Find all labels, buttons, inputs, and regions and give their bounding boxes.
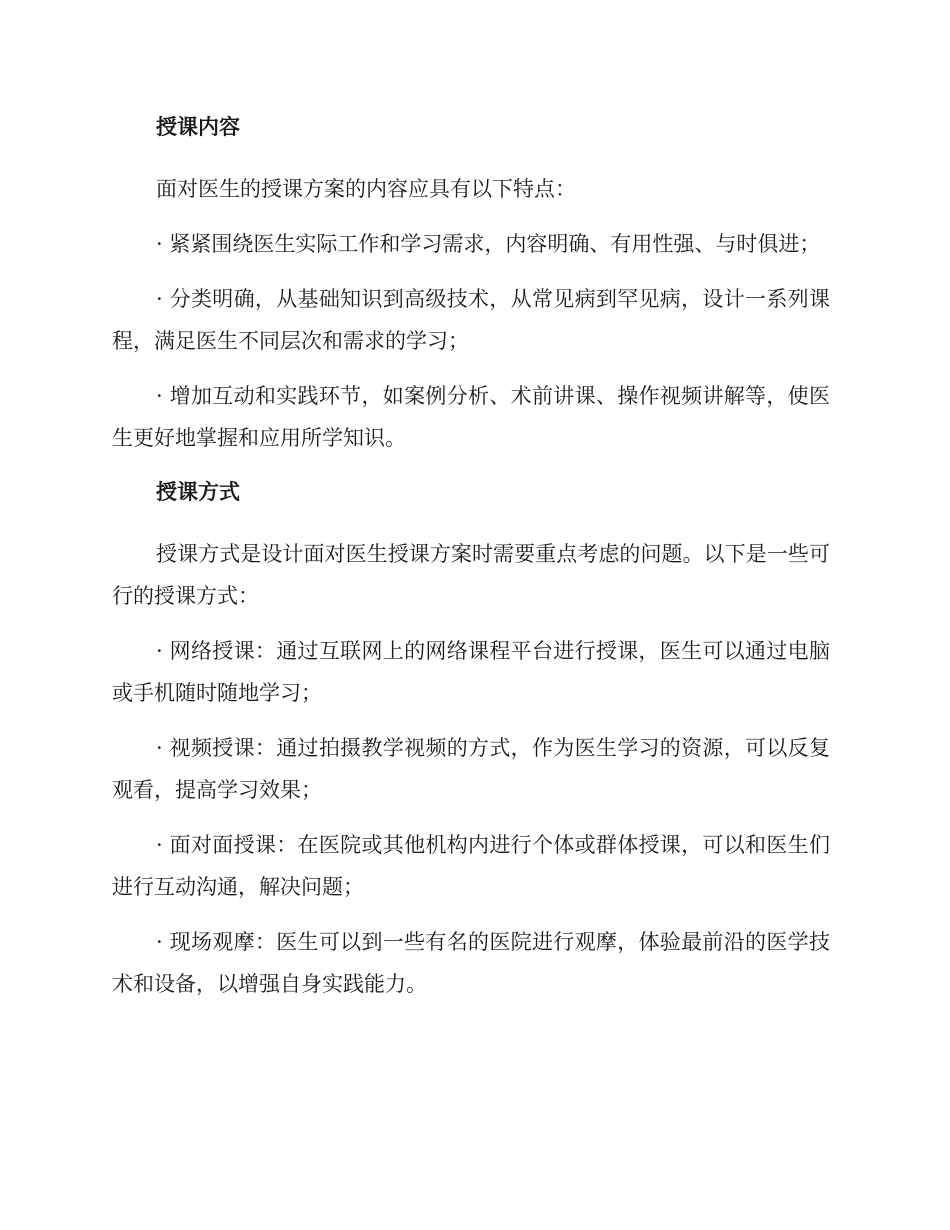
bullet-item: · 紧紧围绕医生实际工作和学习需求，内容明确、有用性强、与时俱进； [156, 232, 821, 256]
bullet-item: · 网络授课：通过互联网上的网络课程平台进行授课，医生可以通过电脑或手机随时随地学习； [112, 639, 830, 705]
section-intro-course-content: 面对医生的授课方案的内容应具有以下特点： [156, 177, 576, 201]
bullet-item: · 分类明确，从基础知识到高级技术，从常见病到罕见病，设计一系列课程，满足医生不同层次和需求的学习； [112, 287, 830, 353]
section-heading-teaching-methods: 授课方式 [156, 479, 240, 504]
section-intro-teaching-methods: 授课方式是设计面对医生授课方案时需要重点考虑的问题。以下是一些可行的授课方式： [112, 542, 830, 608]
bullet-item: · 现场观摩：医生可以到一些有名的医院进行观摩，体验最前沿的医学技术和设备，以增强自身实践能力。 [112, 930, 830, 996]
bullet-item: · 视频授课：通过拍摄教学视频的方式，作为医生学习的资源，可以反复观看，提高学习效果； [112, 736, 830, 802]
section-heading-course-content: 授课内容 [156, 114, 240, 139]
document-page [112, 112, 830, 1005]
bullet-item: · 面对面授课：在医院或其他机构内进行个体或群体授课，可以和医生们进行互动沟通，解决问题； [112, 833, 830, 899]
bullet-item: · 增加互动和实践环节，如案例分析、术前讲课、操作视频讲解等，使医生更好地掌握和应用所学知识。 [112, 384, 830, 450]
